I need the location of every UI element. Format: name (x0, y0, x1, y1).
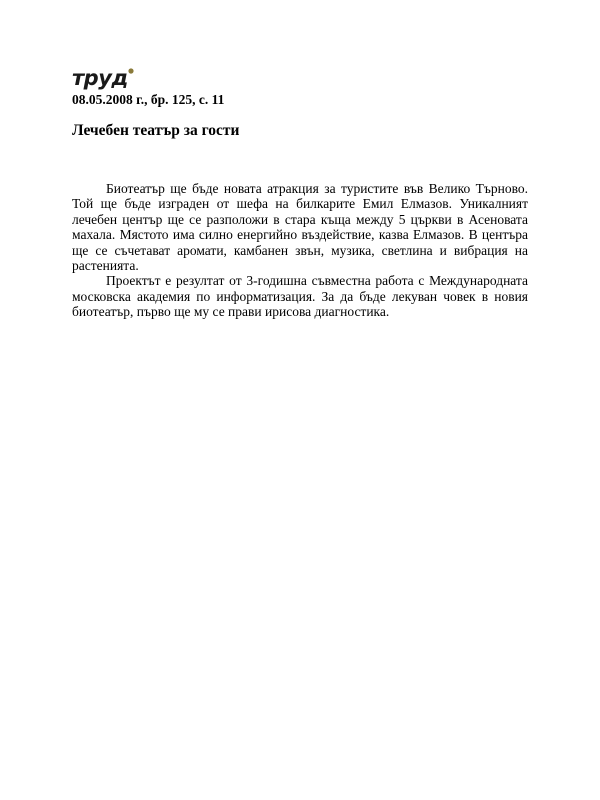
trud-logo-icon (72, 66, 138, 90)
logo-wordmark: труд (72, 66, 128, 90)
article-paragraph-2: Проектът е резултат от 3-годишна съвместна работа с Международната московска академия по информатизация. За да бъде лекуван човек в новия биотеатър, първо ще му се прави ирисова диагностика. (72, 273, 528, 320)
newspaper-logo (72, 66, 138, 90)
article-body (72, 181, 528, 320)
article-title: Лечебен театър за гости (72, 122, 240, 139)
article-paragraph-1: Биотеатър ще бъде новата атракция за туристите във Велико Търново. Той ще бъде изграден от шефа на билкарите Емил Елмазов. Уникалният лечебен център ще се разположи в стара къща между 5 църкви в Асеновата махала. Мястото има силно енергийно въздействие, казва Елмазов. В центъра ще се съчетават аромати, камбанен звън, музика, светлина и вибрация на растенията. (72, 181, 528, 274)
source-date-issue-page: 08.05.2008 г., бр. 125, с. 11 (72, 92, 225, 107)
logo-accent-dot (128, 68, 133, 73)
